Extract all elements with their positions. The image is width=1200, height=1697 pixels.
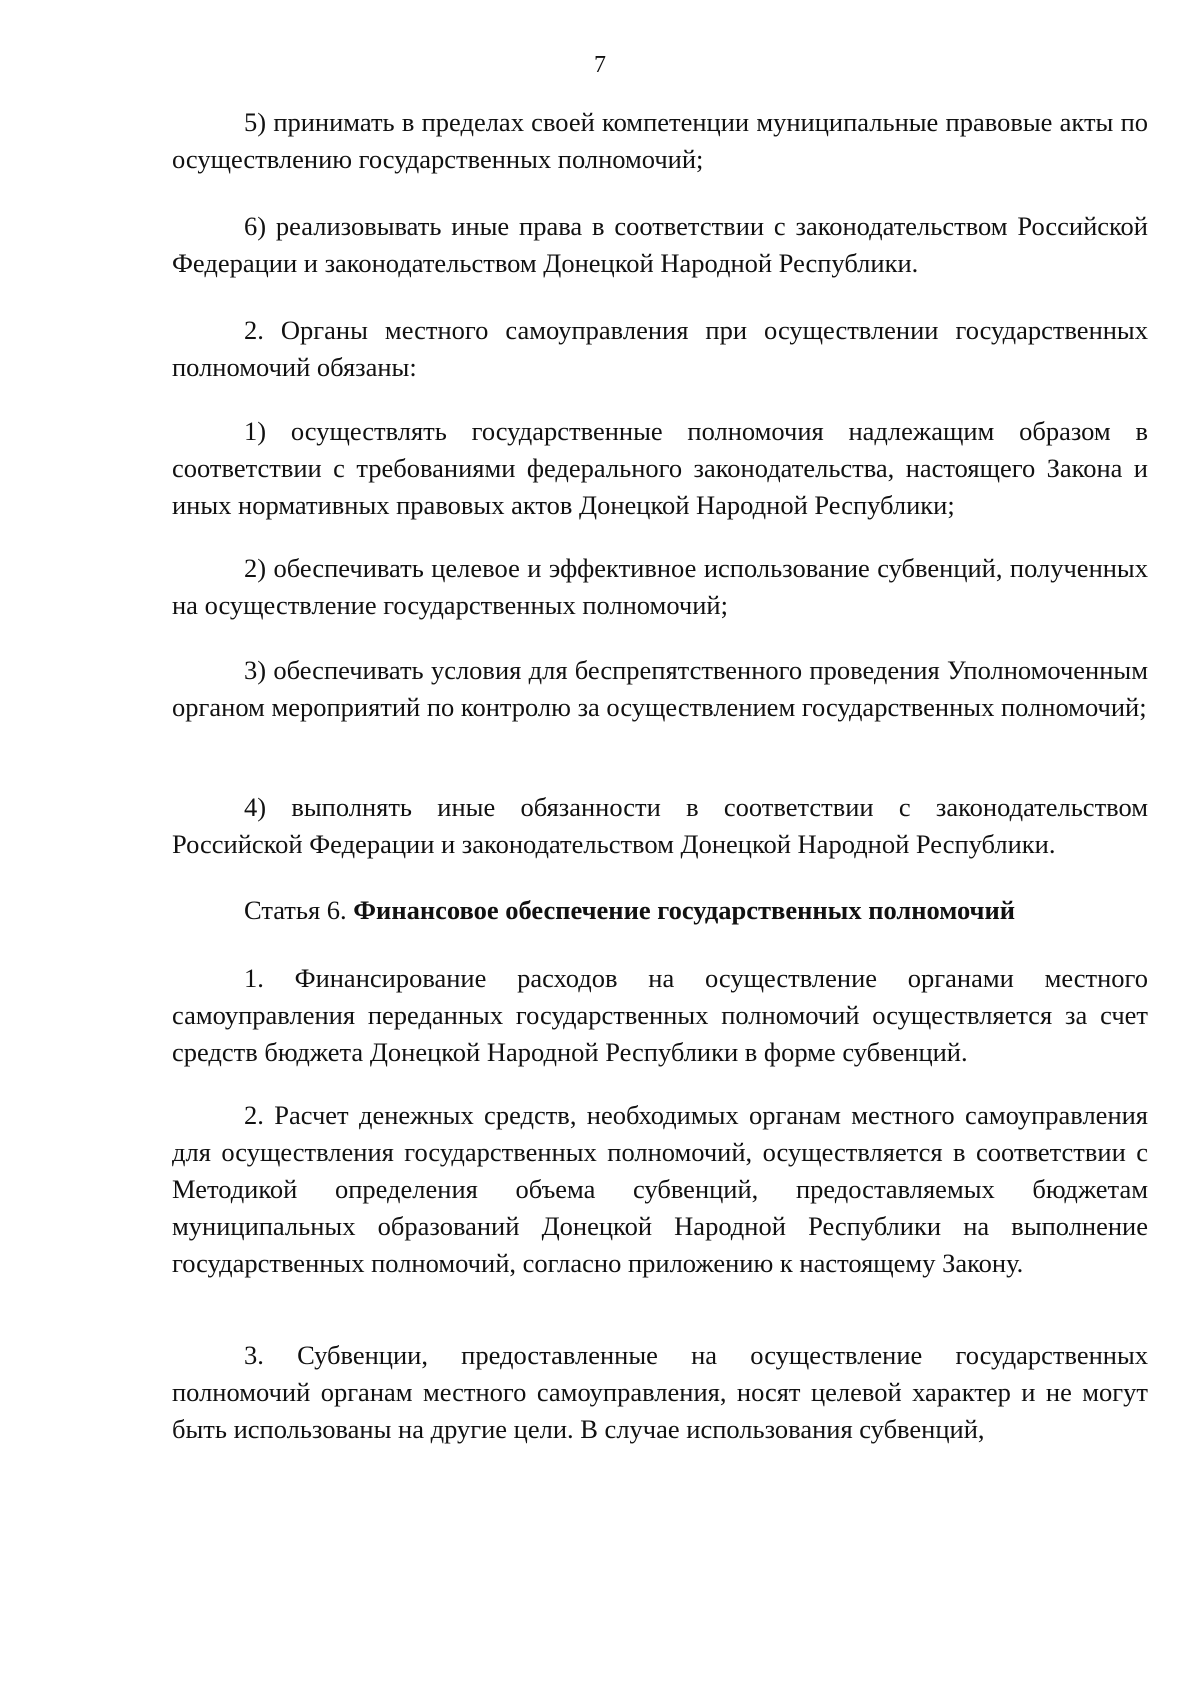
article-title: Финансовое обеспечение государственных полномочий xyxy=(353,895,1015,925)
paragraph-item-6: 6) реализовывать иные права в соответствии с законодательством Российской Федерации и законодательством Донецкой Народной Республики. xyxy=(172,211,1148,278)
paragraph-duty-1: 1) осуществлять государственные полномочия надлежащим образом в соответствии с требованиями федерального законодательства, настоящего Закона и иных нормативных правовых актов Донецкой Народной Республики; xyxy=(172,416,1148,520)
paragraph-finance-3: 3. Субвенции, предоставленные на осуществление государственных полномочий органам местного самоуправления, носят целевой характер и не могут быть использованы на другие цели. В случае использования субвенций, xyxy=(172,1340,1148,1444)
paragraph-duty-3: 3) обеспечивать условия для беспрепятственного проведения Уполномоченным органом мероприятий по контролю за осуществлением государственных полномочий; xyxy=(172,655,1148,722)
paragraph-finance-2: 2. Расчет денежных средств, необходимых органам местного самоуправления для осуществления государственных полномочий, осуществляется в соответствии с Методикой определения объема субвенций, предоставляемых бюджетам муниципальных образований Донецкой Народной Республики на выполнение государственных полномочий, согласно приложению к настоящему Закону. xyxy=(172,1100,1148,1278)
article-number: Статья 6. xyxy=(244,895,354,925)
paragraph-finance-1: 1. Финансирование расходов на осуществление органами местного самоуправления переданных государственных полномочий осуществляется за счет средств бюджета Донецкой Народной Республики в форме субвенций. xyxy=(172,963,1148,1067)
page-number: 7 xyxy=(594,52,606,78)
paragraph-item-5: 5) принимать в пределах своей компетенции муниципальные правовые акты по осуществлению государственных полномочий; xyxy=(172,107,1148,174)
paragraph-duty-4: 4) выполнять иные обязанности в соответствии с законодательством Российской Федерации и законодательством Донецкой Народной Республики. xyxy=(172,792,1148,859)
article-heading xyxy=(172,892,1148,929)
paragraph-section-2: 2. Органы местного самоуправления при осуществлении государственных полномочий обязаны: xyxy=(172,315,1148,382)
paragraph-duty-2: 2) обеспечивать целевое и эффективное использование субвенций, полученных на осуществление государственных полномочий; xyxy=(172,553,1148,620)
